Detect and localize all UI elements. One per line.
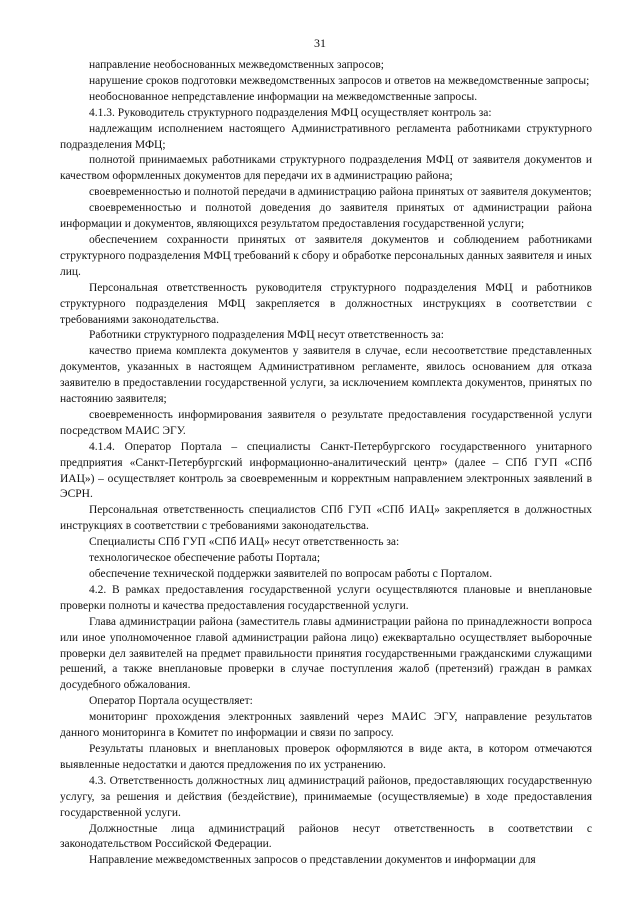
- paragraph: Должностные лица администраций районов несут ответственность в соответствии с законодательством Российской Федерации.: [60, 822, 592, 851]
- paragraph: Специалисты СПб ГУП «СПб ИАЦ» несут ответственность за:: [89, 536, 400, 549]
- paragraph: нарушение сроков подготовки межведомственных запросов и ответов на межведомственные запросы;: [89, 74, 590, 87]
- paragraph: надлежащим исполнением настоящего Административного регламента работниками структурного подразделения МФЦ;: [60, 122, 592, 151]
- paragraph: Персональная ответственность специалистов СПб ГУП «СПб ИАЦ» закрепляется в должностных инструкциях в соответствии с требованиями законодательства.: [60, 504, 592, 533]
- paragraph: своевременностью и полнотой передачи в администрацию района принятых от заявителя документов;: [89, 186, 592, 199]
- paragraph: обеспечением сохранности принятых от заявителя документов и соблюдением работниками структурного подразделения МФЦ требований к сбору и обработке персональных данных заявителя и иных лиц.: [60, 233, 592, 278]
- paragraph: Результаты плановых и внеплановых проверок оформляются в виде акта, в котором отмечаются выявленные недостатки и даются предложения по их устранению.: [60, 742, 592, 771]
- paragraph: 4.1.4. Оператор Портала – специалисты Санкт-Петербургского государственного унитарного предприятия «Санкт-Петербургский информационно-аналитический центр» (далее – СПб ГУП «СПб ИАЦ») – осуществляет контроль за своевременным и корректным направлением электронных заявлений в ЭСРН.: [60, 440, 592, 501]
- document-body: [60, 58, 592, 869]
- paragraph: Работники структурного подразделения МФЦ несут ответственность за:: [89, 329, 444, 342]
- paragraph: полнотой принимаемых работниками структурного подразделения МФЦ от заявителя документов и качеством оформленных документов для передачи их в администрацию района;: [60, 154, 592, 183]
- paragraph: своевременность информирования заявителя о результате предоставления государственной услуги посредством МАИС ЭГУ.: [60, 408, 592, 437]
- paragraph: Глава администрации района (заместитель главы администрации района по принадлежности вопроса или иное уполномоченное главой администрации района лицо) ежеквартально осуществляет выборочные проверки дел заявителей на предмет правильности принятия государственными гражданскими служащими решений, а также внеплановые проверки в случае поступления жалоб (претензий) граждан в рамках досудебного обжалования.: [60, 615, 592, 692]
- paragraph: Персональная ответственность руководителя структурного подразделения МФЦ и работников структурного подразделения МФЦ закрепляется в должностных инструкциях в соответствии с требованиями законодательства.: [60, 281, 592, 326]
- paragraph: качество приема комплекта документов у заявителя в случае, если несоответствие представленных документов, указанных в настоящем Административном регламенте, явилось основанием для отказа заявителю в предоставлении государственной услуги, за исключением комплекта документов, принятых по настоянию заявителя;: [60, 345, 592, 406]
- paragraph: обеспечение технической поддержки заявителей по вопросам работы с Порталом.: [89, 568, 493, 580]
- paragraph: 4.1.3. Руководитель структурного подразделения МФЦ осуществляет контроль за:: [89, 106, 492, 119]
- paragraph: технологическое обеспечение работы Портала;: [89, 552, 321, 565]
- paragraph: Оператор Портала осуществляет:: [89, 695, 253, 708]
- paragraph: мониторинг прохождения электронных заявлений через МАИС ЭГУ, направление результатов данного мониторинга в Комитет по информации и связи по запросу.: [60, 711, 592, 740]
- paragraph: 4.2. В рамках предоставления государственной услуги осуществляются плановые и внеплановые проверки полноты и качества предоставления государственной услуги.: [60, 583, 592, 612]
- page-number: 31: [314, 36, 326, 50]
- paragraph: Направление межведомственных запросов о представлении документов и информации для: [89, 854, 536, 867]
- paragraph: необоснованное непредставление информации на межведомственные запросы.: [89, 90, 478, 103]
- paragraph: своевременностью и полнотой доведения до заявителя принятых от администрации района информации и документов, являющихся результатом предоставления государственной услуги;: [60, 202, 592, 231]
- paragraph: направление необоснованных межведомственных запросов;: [89, 59, 384, 71]
- paragraph: 4.3. Ответственность должностных лиц администраций районов, предоставляющих государственную услугу, за решения и действия (бездействие), принимаемые (осуществляемые) в ходе предоставления государственной услуги.: [60, 774, 592, 819]
